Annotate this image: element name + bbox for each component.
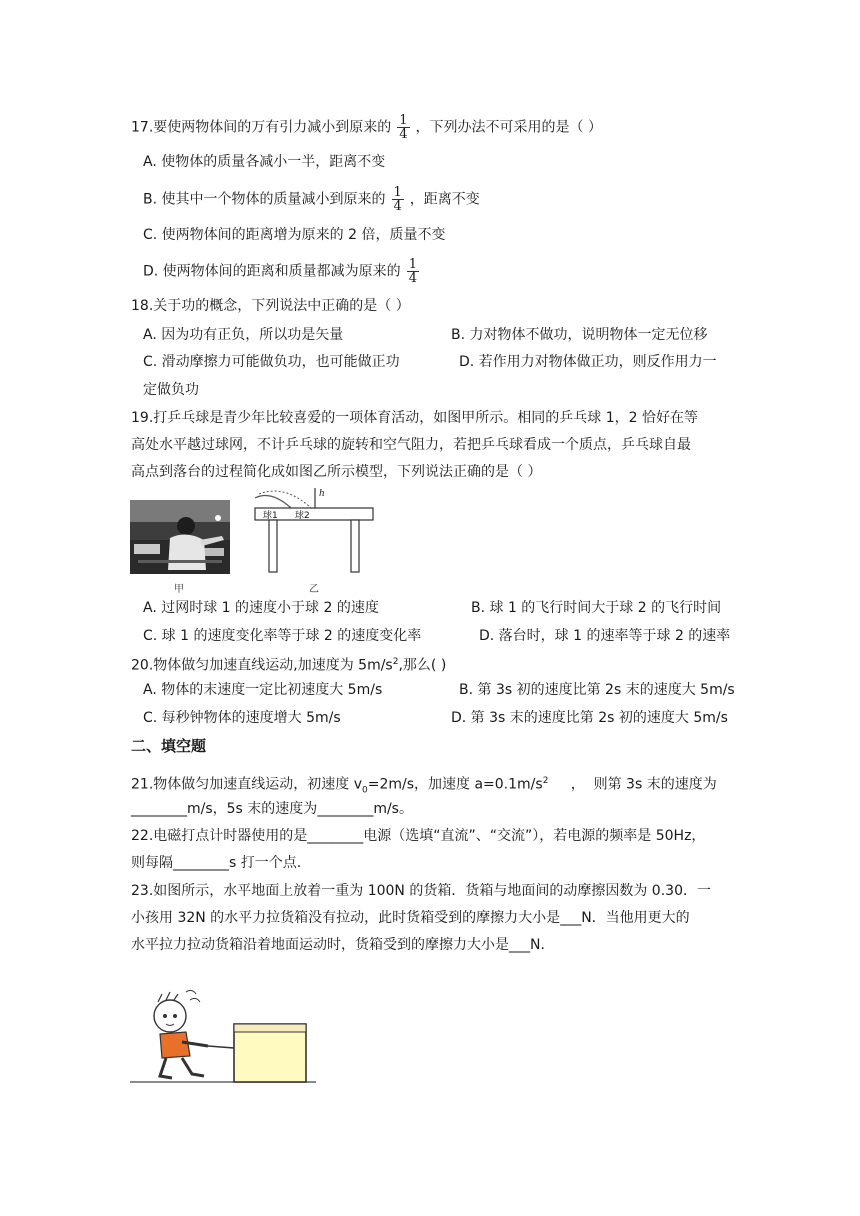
figure-label-jia: 甲 — [174, 584, 184, 595]
q18-option-b: B. 力对物体不做功，说明物体一定无位移 — [451, 327, 708, 343]
q18-option-a: A. 因为功有正负，所以功是矢量 — [143, 327, 344, 343]
q17-option-b: B. 使其中一个物体的质量减小到原来的 $\frac{1}{4}$ ，距离不变 — [143, 185, 480, 214]
answer-blank[interactable]: ________ — [131, 801, 187, 817]
q23-line2: 小孩用 32N 的水平力拉货箱没有拉动，此时货箱受到的摩擦力大小是___N．当他用更大的 — [131, 910, 690, 926]
ball1-label: 球1 — [263, 511, 278, 521]
answer-blank[interactable]: ________ — [317, 801, 374, 817]
q18-option-d-continued: 定做负功 — [143, 382, 199, 398]
q20-option-c: C. 每秒钟物体的速度增大 5m/s — [143, 710, 341, 726]
q20-stem: 20.物体做匀加速直线运动,加速度为 $5m/s^2$,那么( ) — [131, 657, 447, 674]
q21-line1: 21.物体做匀加速直线运动，初速度 $v_0=2m/s$，加速度 $a=0.1m/s^2$ ， 则第 3s 末的速度为 — [131, 776, 717, 796]
child-pulling-box-illustration — [130, 986, 316, 1086]
q18-option-d: D. 若作用力对物体做正功，则反作用力一 — [459, 354, 717, 370]
answer-blank[interactable]: ________ — [307, 828, 364, 844]
answer-blank[interactable]: ________ — [173, 855, 229, 871]
q19-option-d: D. 落台时，球 1 的速率等于球 2 的速率 — [479, 628, 731, 644]
q22-line2: 则每隔________s 打一个点. — [131, 855, 302, 871]
ball2-label: 球2 — [295, 511, 310, 521]
q20-option-a: A. 物体的末速度一定比初速度大 5m/s — [143, 682, 383, 698]
q19-stem-line3: 高点到落台的过程简化成如图乙所示模型，下列说法正确的是（ ） — [131, 464, 542, 480]
q17-stem: 17.要使两物体间的万有引力减小到原来的 $\frac{1}{4}$ ，下列办法不可采用的是（ ） — [131, 113, 602, 142]
q19-option-b: B. 球 1 的飞行时间大于球 2 的飞行时间 — [471, 600, 722, 616]
q23-line3: 水平拉力拉动货箱沿着地面运动时，货箱受到的摩擦力大小是___N． — [131, 937, 555, 953]
q21-line2: ________m/s，5s 末的速度为________m/s。 — [131, 801, 413, 817]
fraction-one-quarter: $\frac{1}{4}$ — [408, 257, 417, 286]
q22-line1: 22.电磁打点计时器使用的是________电源（选填“直流”、“交流”），若电源的频率是 50Hz， — [131, 828, 706, 844]
table-tennis-photo — [130, 500, 230, 574]
q17-option-a: A. 使物体的质量各减小一半，距离不变 — [143, 154, 386, 170]
table-model-diagram — [245, 482, 380, 574]
q17-option-d: D. 使两物体间的距离和质量都减为原来的 $\frac{1}{4}$ — [143, 257, 417, 286]
q17-option-c: C. 使两物体间的距离增为原来的 2 倍，质量不变 — [143, 227, 446, 243]
q18-option-c: C. 滑动摩擦力可能做负功，也可能做正功 — [143, 354, 400, 370]
fraction-one-quarter: $\frac{1}{4}$ — [399, 113, 408, 142]
section-heading: 二、填空题 — [131, 737, 207, 755]
q18-stem: 18.关于功的概念，下列说法中正确的是（ ） — [131, 298, 410, 314]
q19-option-a: A. 过网时球 1 的速度小于球 2 的速度 — [143, 600, 379, 616]
fraction-one-quarter: $\frac{1}{4}$ — [393, 185, 402, 214]
answer-blank[interactable]: ___ — [509, 937, 530, 953]
q19-stem-line2: 高处水平越过球网，不计乒乓球的旋转和空气阻力，若把乒乓球看成一个质点，乒乓球自最 — [131, 437, 691, 453]
q20-option-d: D. 第 3s 末的速度比第 2s 初的速度大 5m/s — [451, 710, 728, 726]
q23-line1: 23.如图所示，水平地面上放着一重为 100N 的货箱．货箱与地面间的动摩擦因数为 0.30．一 — [131, 883, 711, 899]
q19-option-c: C. 球 1 的速度变化率等于球 2 的速度变化率 — [143, 628, 422, 644]
answer-blank[interactable]: ___ — [560, 910, 582, 926]
q20-option-b: B. 第 3s 初的速度比第 2s 末的速度大 5m/s — [459, 682, 735, 698]
figure-label-yi: 乙 — [309, 584, 319, 595]
q19-stem-line1: 19.打乒乓球是青少年比较喜爱的一项体育活动，如图甲所示。相同的乒乓球 1，2 恰好在等 — [131, 410, 698, 426]
height-label: h — [319, 489, 325, 499]
